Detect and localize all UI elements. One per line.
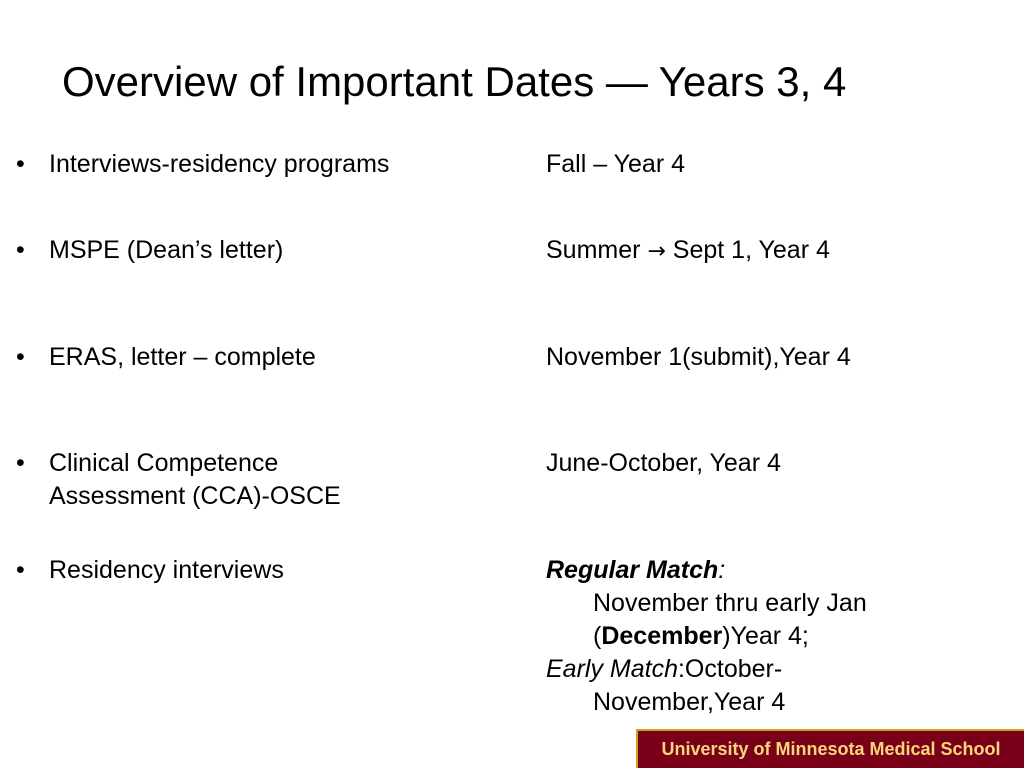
item-date: Summer → Sept 1, Year 4 xyxy=(546,236,830,264)
early-match-line: Early Match:October- xyxy=(546,655,783,683)
university-footer-banner: University of Minnesota Medical School xyxy=(636,729,1024,768)
item-label: Clinical Competence Assessment (CCA)-OSCE xyxy=(49,449,341,510)
bullet-icon: • xyxy=(16,236,25,264)
item-label: Residency interviews xyxy=(49,556,284,584)
item-label: ERAS, letter – complete xyxy=(49,343,316,371)
dash-symbol: – xyxy=(593,150,608,178)
slide-title: Overview of Important Dates — Years 3, 4 xyxy=(62,58,847,105)
bullet-icon: • xyxy=(16,343,25,371)
bullet-icon: • xyxy=(16,150,25,178)
item-date: June-October, Year 4 xyxy=(546,449,781,477)
item-date: Fall – Year 4 xyxy=(546,150,685,178)
item-label: MSPE (Dean’s letter) xyxy=(49,236,284,264)
bullet-icon: • xyxy=(16,449,25,477)
item-date: November 1(submit),Year 4 xyxy=(546,343,851,371)
regular-match-line: Regular Match: xyxy=(546,556,726,584)
right-arrow-icon: → xyxy=(647,239,666,264)
item-label: Interviews-residency programs xyxy=(49,150,390,178)
item-date: Regular Match: November thru early Jan (December)Year 4; Early Match:October- November,Year 4 xyxy=(546,554,1016,719)
bullet-icon: • xyxy=(16,556,25,584)
